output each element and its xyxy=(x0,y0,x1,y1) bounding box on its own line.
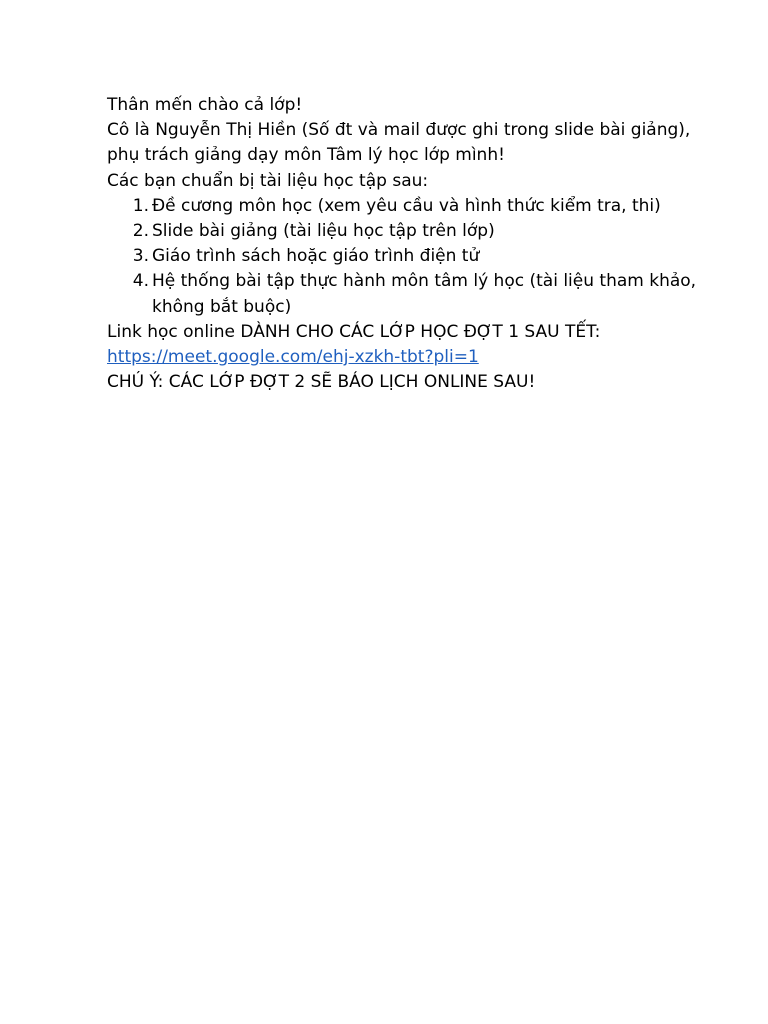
document-body xyxy=(107,93,707,395)
intro-paragraph: Cô là Nguyễn Thị Hiền (Số đt và mail được ghi trong slide bài giảng), phụ trách giảng dạy môn Tâm lý học lớp mình! xyxy=(107,120,691,166)
list-item xyxy=(132,269,707,319)
list-item xyxy=(132,244,707,269)
note-text: CHÚ Ý: CÁC LỚP ĐỢT 2 SẼ BÁO LỊCH ONLINE SAU! xyxy=(107,372,536,393)
list-item-number: 2. xyxy=(132,221,149,242)
prepare-heading: Các bạn chuẩn bị tài liệu học tập sau: xyxy=(107,170,429,191)
list-item-text: Đề cương môn học (xem yêu cầu và hình thức kiểm tra, thi) xyxy=(152,195,661,216)
list-item-number: 4. xyxy=(132,271,149,292)
materials-list xyxy=(107,194,707,320)
online-link-line xyxy=(107,345,707,370)
online-label: Link học online DÀNH CHO CÁC LỚP HỌC ĐỢT 1 SAU TẾT: xyxy=(107,321,601,342)
list-item-number: 3. xyxy=(132,246,149,267)
list-item xyxy=(132,194,707,219)
meet-link[interactable]: https://meet.google.com/ehj-xzkh-tbt?pli=1 xyxy=(107,347,479,368)
greeting-text: Thân mến chào cả lớp! xyxy=(107,95,303,115)
list-item xyxy=(132,219,707,244)
list-item-text: Hệ thống bài tập thực hành môn tâm lý học (tài liệu tham khảo, không bắt buộc) xyxy=(152,271,697,317)
list-item-text: Giáo trình sách hoặc giáo trình điện tử xyxy=(152,246,480,267)
list-item-number: 1. xyxy=(132,195,149,216)
list-item-text: Slide bài giảng (tài liệu học tập trên lớp) xyxy=(152,221,495,242)
